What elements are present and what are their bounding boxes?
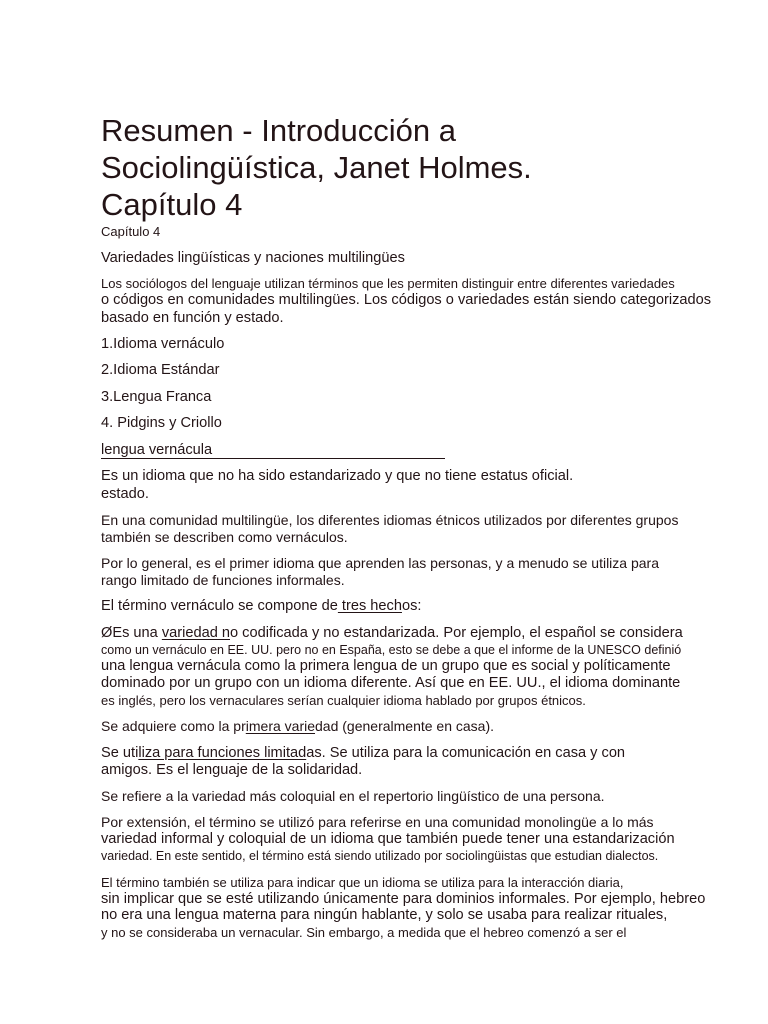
point-1-line-3: una lengua vernácula como la primera lengua de un grupo que es social y políticamente [101, 658, 671, 674]
term-line [101, 598, 421, 615]
list-item: 4. Pidgins y Criollo [101, 415, 222, 431]
extension-line-1: Por extensión, el término se utilizó para referirse en una comunidad monolingüe a lo más [101, 814, 654, 830]
extension-line-2: variedad informal y coloquial de un idioma que también puede tener una estandarización [101, 831, 675, 847]
multilingual-line-2: también se describen como vernáculos. [101, 529, 348, 545]
intro-line-1: Los sociólogos del lenguaje utilizan términos que les permiten distinguir entre diferentes variedades [101, 276, 675, 291]
list-item: 1.Idioma vernáculo [101, 336, 225, 352]
point-3-line-2: amigos. Es el lenguaje de la solidaridad. [101, 762, 363, 778]
document-title-line-2: Sociolingüística, Janet Holmes. [101, 150, 532, 185]
point-3-post: as. Se utiliza para la comunicación en casa y con [306, 745, 626, 761]
point-2-link[interactable]: imera varie [245, 718, 316, 734]
document-title-line-3: Capítulo 4 [101, 187, 243, 222]
intro-line-2: o códigos en comunidades multilingües. Los códigos o variedades están siendo categorizados [101, 292, 712, 308]
chapter-label: Capítulo 4 [101, 224, 161, 239]
list-item: 2.Idioma Estándar [101, 362, 220, 378]
point-3-line-1 [101, 745, 625, 762]
extension-line-3: variedad. En este sentido, el término está siendo utilizado por sociolingüistas que estudian dialectos. [101, 849, 659, 863]
term-line-post: os: [401, 598, 422, 614]
point-1-link[interactable]: variedad n [161, 625, 230, 641]
daily-line-2: sin implicar que se esté utilizando únicamente para dominios informales. Por ejemplo, hebreo [101, 891, 706, 907]
vernacular-subheading-text: lengua vernácula [101, 443, 445, 459]
point-1-line-1 [101, 625, 683, 642]
section-heading: Variedades lingüísticas y naciones multilingües [101, 250, 405, 266]
point-1-pre: ØEs una [101, 625, 162, 641]
point-1-line-5: es inglés, pero los vernaculares serían cualquier idioma hablado por grupos étnicos. [101, 693, 586, 708]
point-2-post: dad (generalmente en casa). [315, 718, 495, 734]
point-1-line-2: como un vernáculo en EE. UU. pero no en España, esto se debe a que el informe de la UNESCO definió [101, 643, 682, 657]
point-2-line [101, 718, 494, 735]
general-line-2: rango limitado de funciones informales. [101, 572, 345, 588]
point-3-link[interactable]: liza para funciones limitad [138, 745, 307, 761]
multilingual-line-1: En una comunidad multilingüe, los diferentes idiomas étnicos utilizados por diferentes grupos [101, 512, 679, 528]
point-1-line-4: dominado por un grupo con un idioma diferente. Así que en EE. UU., el idioma dominante [101, 675, 681, 691]
point-3-pre: Se uti [101, 745, 139, 761]
general-line-1: Por lo general, es el primer idioma que aprenden las personas, y a menudo se utiliza para [101, 555, 659, 571]
definition-line-2: estado. [101, 486, 149, 502]
vernacular-subheading [101, 442, 445, 459]
daily-line-3: no era una lengua materna para ningún hablante, y solo se usaba para realizar rituales, [101, 907, 668, 923]
term-line-pre: El término vernáculo se compone de [101, 598, 338, 614]
document-title-line-1: Resumen - Introducción a [101, 113, 456, 148]
term-line-link[interactable]: tres hech [337, 598, 402, 614]
daily-line-1: El término también se utiliza para indicar que un idioma se utiliza para la interacción diaria, [101, 875, 624, 890]
point-1-post: o codificada y no estandarizada. Por ejemplo, el español se considera [230, 625, 683, 641]
list-item: 3.Lengua Franca [101, 389, 212, 405]
definition-line-1: Es un idioma que no ha sido estandarizado y que no tiene estatus oficial. [101, 468, 574, 484]
point-2-pre: Se adquiere como la pr [101, 718, 246, 734]
point-4-line: Se refiere a la variedad más coloquial en el repertorio lingüístico de una persona. [101, 788, 605, 804]
daily-line-4: y no se consideraba un vernacular. Sin embargo, a medida que el hebreo comenzó a ser el [101, 925, 627, 940]
intro-line-3: basado en función y estado. [101, 310, 284, 326]
